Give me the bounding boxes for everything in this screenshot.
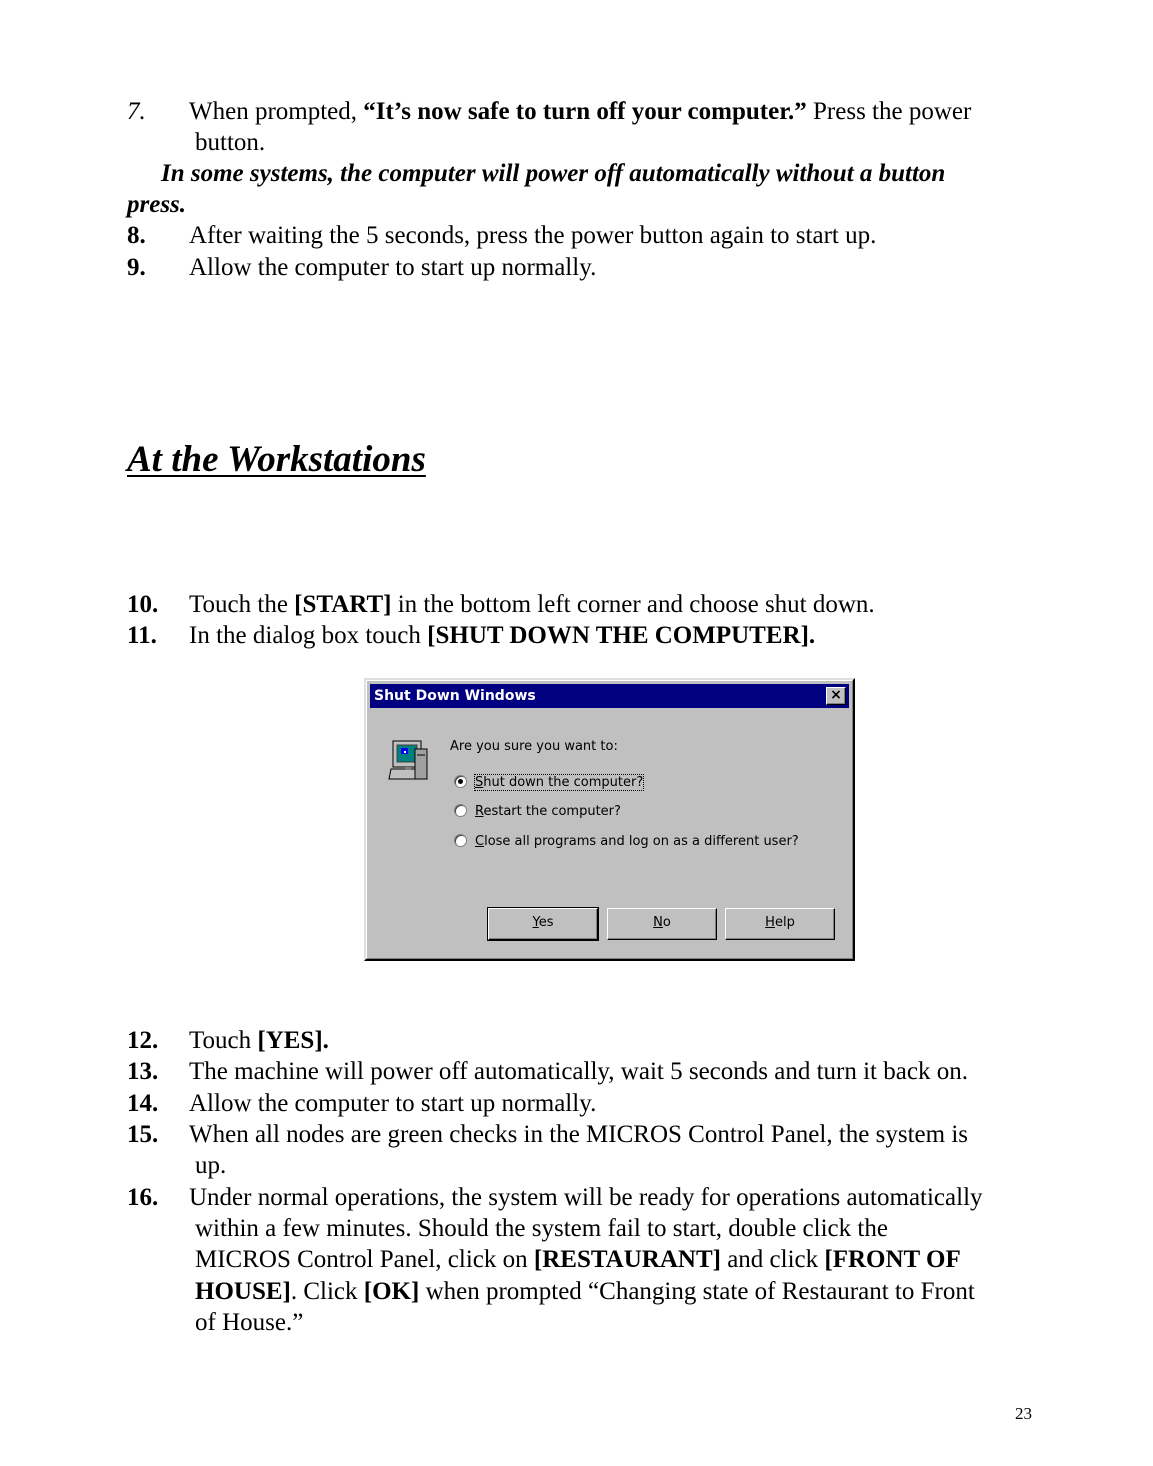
- yes-button[interactable]: [488, 908, 598, 940]
- step-text-plain: in the bottom left corner and choose shut down.: [391, 591, 875, 618]
- step-number: 12.: [127, 1027, 159, 1054]
- option-label-rest: lose all programs and log on as a different user?: [484, 834, 799, 849]
- step-text: [189, 97, 971, 127]
- option-hotkey: S: [475, 775, 484, 790]
- button-hotkey: H: [765, 915, 775, 930]
- note-line-2: press.: [127, 191, 187, 218]
- step-text-bold: [RESTAURANT]: [533, 1246, 721, 1273]
- option-label: [475, 804, 621, 819]
- step-text-plain: Touch: [189, 1027, 258, 1054]
- step-text: Under normal operations, the system will be ready for operations automatically: [189, 1184, 983, 1211]
- radio-button[interactable]: [454, 834, 467, 847]
- step-15-continued: up.: [195, 1152, 227, 1179]
- dialog-frame: [366, 680, 853, 959]
- note-line-1: In some systems, the computer will power off automatically without a button: [161, 160, 946, 187]
- step-text-bold: [YES].: [257, 1027, 329, 1054]
- step-text-bold: [FRONT OF: [824, 1246, 961, 1273]
- button-label: o: [662, 915, 671, 930]
- button-label: elp: [774, 915, 795, 930]
- step-text-bold: [START]: [294, 591, 392, 618]
- step-text-plain: MICROS Control Panel, click on: [195, 1246, 534, 1273]
- option-label: [475, 834, 799, 849]
- step-number: 11.: [127, 622, 157, 649]
- button-label: es: [538, 915, 554, 930]
- step-16-line-4: [195, 1277, 975, 1307]
- step-7-continued: button.: [195, 129, 266, 156]
- step-text: [189, 590, 875, 620]
- step-text: Allow the computer to start up normally.: [189, 254, 597, 281]
- option-hotkey: C: [475, 834, 485, 849]
- step-text-plain: when prompted “Changing state of Restaurant to Front: [419, 1278, 975, 1305]
- button-hotkey: N: [653, 915, 663, 930]
- step-text: [189, 621, 815, 651]
- step-text-plain: Touch the: [189, 591, 295, 618]
- step-text: [189, 1026, 329, 1056]
- step-text-plain: Press the power: [806, 98, 972, 125]
- dialog-prompt: Are you sure you want to:: [450, 739, 618, 754]
- dialog-title: Shut Down Windows: [374, 688, 536, 704]
- step-text-bold: HOUSE]: [195, 1278, 291, 1305]
- button-hotkey: Y: [532, 915, 539, 930]
- step-16-line-3: [195, 1245, 961, 1275]
- step-text-plain: . Click: [290, 1278, 364, 1305]
- no-button[interactable]: [607, 908, 717, 940]
- option-label-rest: hut down the computer?: [483, 775, 644, 790]
- step-number: 7.: [127, 98, 146, 125]
- option-label-rest: estart the computer?: [483, 804, 621, 819]
- page-number: 23: [1015, 1404, 1032, 1423]
- step-text-plain: and click: [720, 1246, 825, 1273]
- step-16-line-5: of House.”: [195, 1309, 304, 1336]
- radio-button-selected[interactable]: [454, 775, 467, 788]
- close-button[interactable]: ×: [826, 687, 846, 705]
- step-text: After waiting the 5 seconds, press the power button again to start up.: [189, 222, 877, 249]
- step-text: When all nodes are green checks in the MICROS Control Panel, the system is: [189, 1121, 969, 1148]
- step-number: 10.: [127, 591, 159, 618]
- computer-icon: [387, 739, 431, 785]
- step-number: 14.: [127, 1090, 159, 1117]
- option-restart[interactable]: [454, 803, 621, 821]
- step-text: The machine will power off automatically, wait 5 seconds and turn it back on.: [189, 1058, 968, 1085]
- shutdown-dialog: [364, 678, 855, 961]
- step-16-line-2: within a few minutes. Should the system fail to start, double click the: [195, 1215, 888, 1242]
- step-number: 8.: [127, 222, 146, 249]
- option-label: [475, 775, 643, 790]
- option-shut-down[interactable]: [454, 774, 643, 792]
- option-close-programs[interactable]: [454, 833, 799, 851]
- option-hotkey: R: [475, 804, 484, 819]
- section-heading: At the Workstations: [127, 439, 426, 480]
- radio-button[interactable]: [454, 804, 467, 817]
- step-number: 15.: [127, 1121, 159, 1148]
- step-number: 9.: [127, 254, 146, 281]
- step-number: 16.: [127, 1184, 159, 1211]
- dialog-title-bar: [370, 684, 849, 708]
- step-text-bold: “It’s now safe to turn off your computer.”: [363, 98, 807, 125]
- step-text-bold: [OK]: [363, 1278, 420, 1305]
- step-number: 13.: [127, 1058, 159, 1085]
- step-text-bold: [SHUT DOWN THE COMPUTER].: [427, 622, 816, 649]
- step-text-plain: When prompted,: [189, 98, 364, 125]
- help-button[interactable]: [725, 908, 835, 940]
- step-text: Allow the computer to start up normally.: [189, 1090, 597, 1117]
- step-text-plain: In the dialog box touch: [189, 622, 428, 649]
